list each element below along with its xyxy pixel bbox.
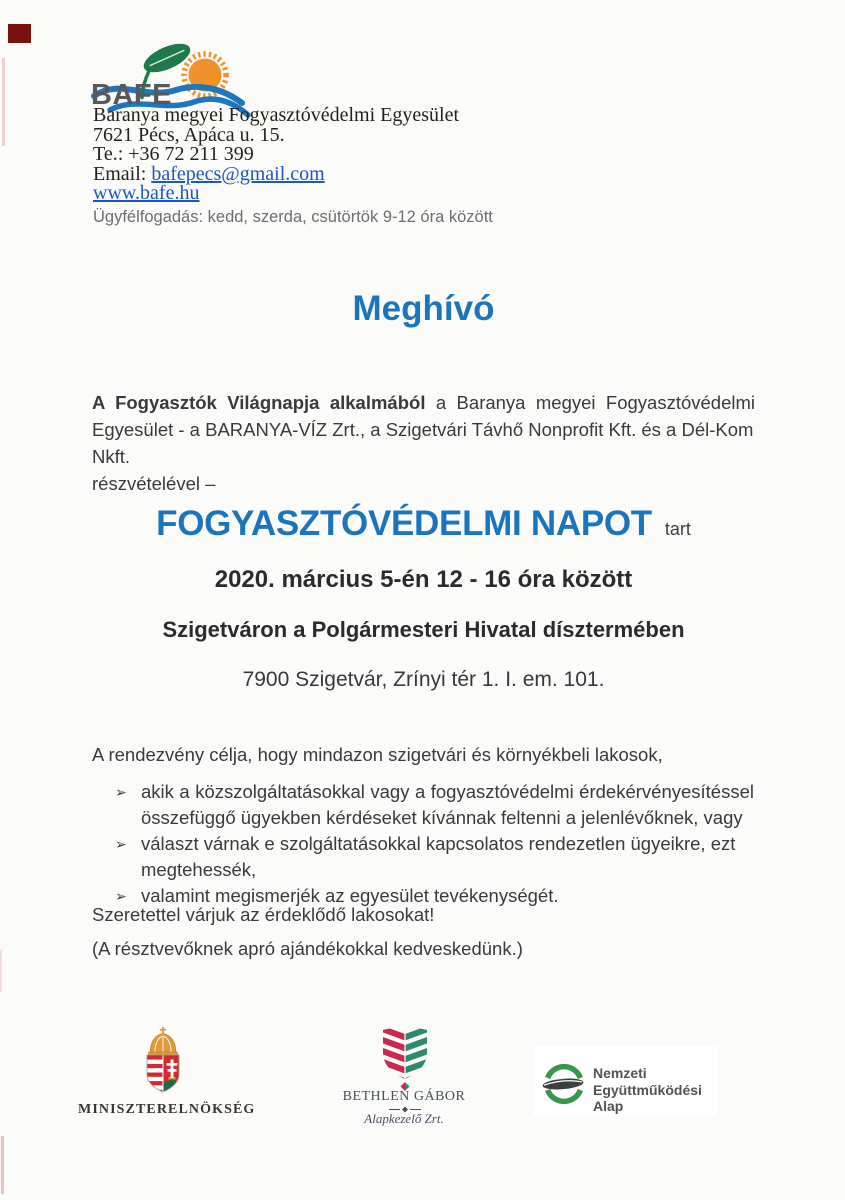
bullet-text: megtehessék, [141,859,257,880]
page-title: Meghívó [352,289,495,328]
event-heading [92,504,755,544]
website-line [93,184,493,204]
event-name: FOGYASZTÓVÉDELMI NAPOT [156,504,652,543]
scan-artifact [2,58,5,146]
bullet-text: összefüggő ügyekben kérdéseket kívánnak feltenni a jelenlévőknek, vagy [141,807,743,828]
address-line: 7621 Pécs, Apáca u. 15. [93,123,285,146]
intro-paragraph [92,389,755,497]
nea-label [593,1065,702,1115]
bullet-list [114,779,754,909]
bethlen-title: BETHLEN GÁBOR [342,1089,466,1104]
website-link[interactable]: www.bafe.hu [93,182,200,204]
intro-bold-text: A Fogyasztók Világnapja alkalmából [92,392,426,413]
bethlen-subtitle: Alapkezelő Zrt. [364,1111,444,1126]
arrow-bullet-icon: ➢ [115,784,127,800]
ministry-label: MINISZTERELNÖKSÉG [78,1102,256,1117]
nea-logo-box [533,1046,717,1117]
intro-rest-text: a Baranya megyei Fogyasztóvédelmi [425,392,755,413]
email-link[interactable]: bafepecs@gmail.com [151,162,325,185]
phone-line: Te.: +36 72 211 399 [93,143,254,165]
event-datetime: 2020. március 5-én 12 - 16 óra között [214,566,633,593]
hungary-coat-of-arms-icon [139,1027,187,1097]
event-suffix: tart [664,519,691,539]
scan-artifact [1,1136,4,1194]
list-item [114,831,754,883]
bullet-text: választ várnak e szolgáltatásokkal kapcsolatos rendezetlen ügyeikre, ezt [141,833,736,854]
nea-label-line: Nemzeti [593,1065,647,1081]
office-hours-line: Ügyfélfogadás: kedd, szerda, csütörtök 9-12 óra között [93,207,493,226]
nea-label-line: Alap [593,1098,624,1114]
nea-label-line: Együttműködési [593,1081,702,1098]
arrow-bullet-icon: ➢ [115,888,127,904]
org-name-line: Baranya megyei Fogyasztóvédelmi Egyesület [93,104,460,126]
email-label: Email: [93,162,147,185]
arrow-bullet-icon: ➢ [115,836,127,852]
intro-line [92,389,755,416]
closing-line: Szeretettel várjuk az érdeklődő lakosokat! [92,904,435,925]
bullet-text: valamint megismerjék az egyesület tevékenységét. [141,885,559,906]
intro-line: Egyesület - a BARANYA-VÍZ Zrt., a Szigetvári Távhő Nonprofit Kft. és a Dél-Kom Nkft. [92,419,754,467]
event-venue: Szigetváron a Polgármesteri Hivatal dísztermében [162,617,685,642]
nea-ring-icon [542,1062,586,1106]
scan-artifact [8,24,31,43]
event-address: 7900 Szigetvár, Zrínyi tér 1. I. em. 101. [242,668,605,691]
bullet-text: akik a közszolgáltatásokkal vagy a fogyasztóvédelmi érdekérvényesítéssel [141,781,754,802]
scan-artifact [0,950,2,992]
contact-block [93,106,493,227]
note-line: (A résztvevőknek apró ajándékokkal kedveskedünk.) [92,938,523,959]
purpose-lead: A rendezvény célja, hogy mindazon szigetvári és környékbeli lakosok, [92,744,663,765]
logo-text: BAFE [91,79,172,111]
intro-line: részvételével – [92,473,216,494]
list-item [114,779,754,831]
bethlen-shield-icon [377,1024,433,1092]
